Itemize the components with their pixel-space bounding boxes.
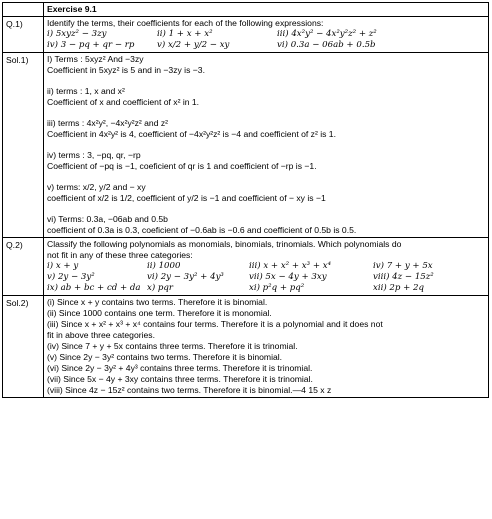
q1-part-ii: ii) 1 + x + x² [157, 29, 213, 39]
question-1-label: Q.1) [3, 17, 44, 53]
exercise-table [2, 2, 489, 398]
solution-1-row [3, 53, 489, 238]
q2-part: xi) p²q + pq² [249, 283, 305, 293]
question-1-content [44, 17, 489, 53]
title-number-cell [3, 3, 44, 17]
title-row [3, 3, 489, 17]
q2-part: i) x + y [47, 261, 79, 271]
sol1-line: v) terms: x/2, y/2 and − xy [47, 182, 146, 192]
question-2-text: Classify the following polynomials as monomials, binomials, trinomials. Which polynomials do [47, 239, 402, 249]
solution-2-label: Sol.2) [3, 296, 44, 398]
q1-part-iv: iv) 3 − pq + qr − rp [47, 40, 135, 50]
sol1-line: ii) terms : 1, x and x² [47, 86, 125, 96]
sol2-line: (i) Since x + y contains two terms. Therefore it is binomial. [47, 297, 268, 307]
sol1-line: iv) terms : 3, −pq, qr, −rp [47, 150, 141, 160]
question-1-row [3, 17, 489, 53]
sol2-line: (iv) Since 7 + y + 5x contains three terms. Therefore it is trinomial. [47, 341, 298, 351]
sol2-line: (vii) Since 5x − 4y + 3xy contains three terms. Therefore it is trinomial. [47, 374, 313, 384]
q1-part-iii: iii) 4x²y² − 4x²y²z² + z² [277, 29, 377, 39]
sol1-spacer [47, 204, 485, 214]
question-2-row [3, 238, 489, 296]
sol2-line: (iii) Since x + x² + x³ + x⁴ contains four terms. Therefore it is a polynomial and it does not [47, 319, 383, 329]
sol1-line: Coefficient of −pq is −1, coeficient of qr is 1 and coefficient of −rp is −1. [47, 161, 317, 171]
question-1-parts [47, 29, 485, 51]
q2-part: x) pqr [147, 283, 174, 293]
sol1-line: Coefficient of x and coefficient of x² in 1. [47, 97, 200, 107]
sol2-line: (ii) Since 1000 contains one term. Therefore it is monomial. [47, 308, 272, 318]
q2-part: iv) 7 + y + 5x [373, 261, 433, 271]
solution-1-content [44, 53, 489, 238]
q2-part: v) 2y − 3y² [47, 272, 95, 282]
sol1-spacer [47, 76, 485, 86]
sol1-line: vi) Terms: 0.3a, −06ab and 0.5b [47, 214, 168, 224]
q2-part: viii) 4z − 15z² [373, 272, 434, 282]
q2-part: vi) 2y − 3y² + 4y³ [147, 272, 224, 282]
q1-part-v: v) x/2 + y/2 − xy [157, 40, 230, 50]
q2-part: vii) 5x − 4y + 3xy [249, 272, 327, 282]
q1-part-vi: vi) 0.3a − 06ab + 0.5b [277, 40, 376, 50]
sol1-line: Coefficient in 5xyz² is 5 and in −3zy is −3. [47, 65, 205, 75]
question-2-content [44, 238, 489, 296]
sol1-line: iii) terms : 4x²y², −4x²y²z² and z² [47, 118, 169, 128]
q2-part: iii) x + x² + x³ + x⁴ [249, 261, 332, 271]
sol1-line: I) Terms : 5xyz² And −3zy [47, 54, 144, 64]
sol1-line: coefficient of 0.3a is 0.3, coeficient of −0.6ab is −0.6 and coefficient of 0.5b is 0.5. [47, 225, 357, 235]
sol2-line: (vi) Since 2y − 3y² + 4y³ contains three terms. Therefore it is trinomial. [47, 363, 313, 373]
sol1-spacer [47, 140, 485, 150]
question-2-parts [47, 261, 485, 294]
sol1-line: coefficient of x/2 is 1/2, coefficient of y/2 is −1 and coefficient of − xy is −1 [47, 193, 326, 203]
solution-2-row [3, 296, 489, 398]
exercise-title: Exercise 9.1 [44, 3, 489, 17]
question-2-label: Q.2) [3, 238, 44, 296]
q1-part-i: i) 5xyz² − 3zy [47, 29, 107, 39]
q2-part: xii) 2p + 2q [373, 283, 425, 293]
sol1-spacer [47, 172, 485, 182]
sol2-line: (viii) Since 4z − 15z² contains two terms. Therefore it is binomial.—4 15 x z [47, 385, 332, 395]
sol2-line: (v) Since 2y − 3y² contains two terms. Therefore it is binomial. [47, 352, 283, 362]
sol2-line: fit in above three categories. [47, 330, 155, 340]
solution-1-label: Sol.1) [3, 53, 44, 238]
question-2-text: not fit in any of these three categories: [47, 250, 193, 260]
solution-2-content [44, 296, 489, 398]
sol1-spacer [47, 108, 485, 118]
sol1-line: Coefficient in 4x²y² is 4, coefficient of −4x²y²z² is −4 and coefficient of z² is 1. [47, 129, 336, 139]
question-1-text: Identify the terms, their coefficients for each of the following expressions: [47, 18, 324, 28]
q2-part: ix) ab + bc + cd + da [47, 283, 141, 293]
q2-part: ii) 1000 [147, 261, 181, 271]
